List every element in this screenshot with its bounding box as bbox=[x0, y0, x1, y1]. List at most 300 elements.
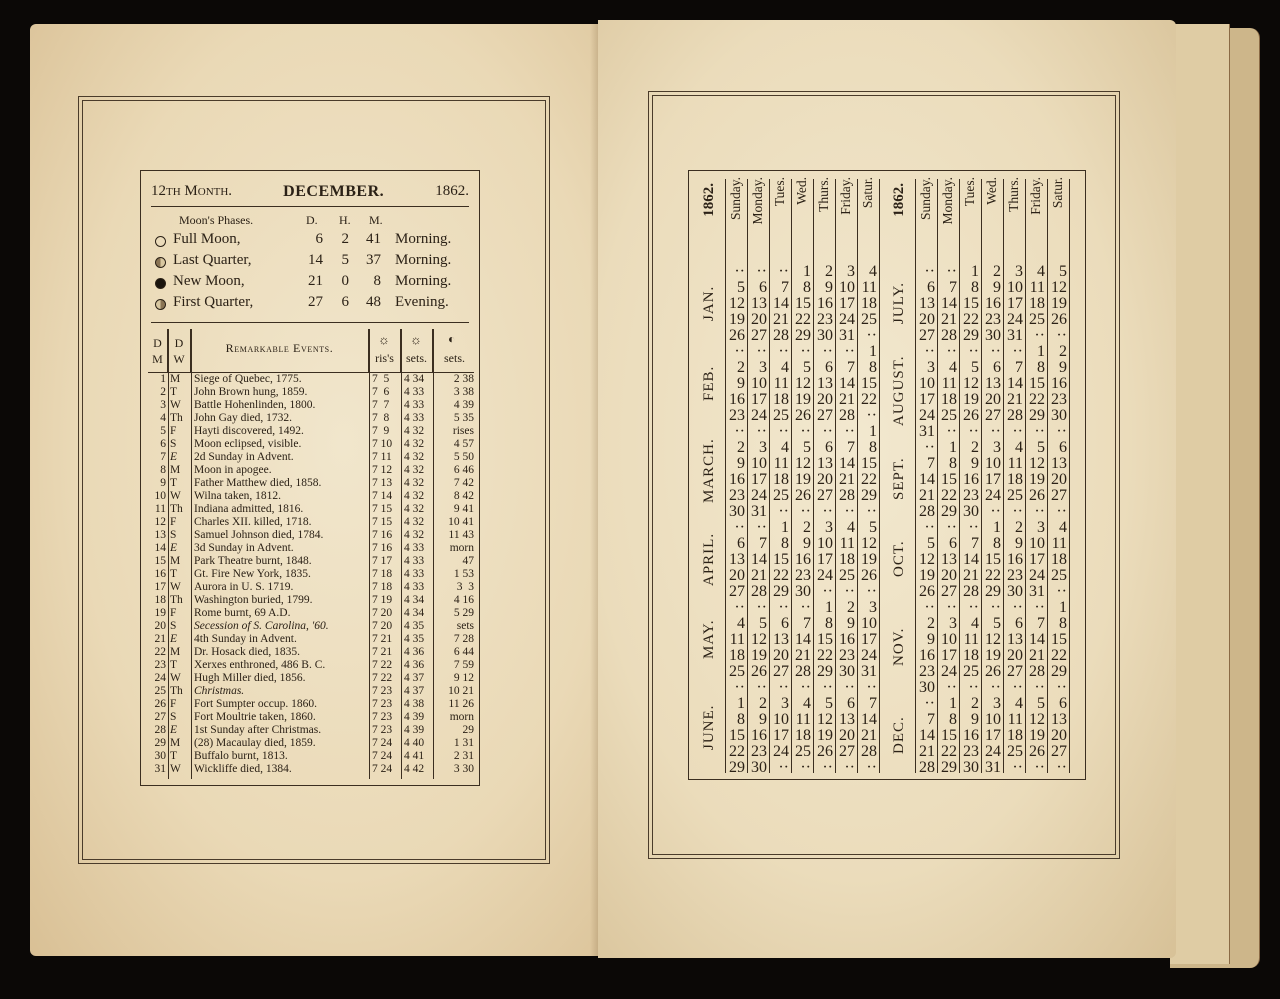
moon-icon: ◐ bbox=[448, 332, 456, 346]
calendar-day: 28 bbox=[1007, 407, 1023, 424]
day-of-week: T bbox=[170, 386, 178, 398]
calendar-day: 3 bbox=[869, 599, 877, 616]
event: Dr. Hosack died, 1835. bbox=[194, 646, 301, 658]
calendar-day: 24 bbox=[751, 487, 767, 504]
moon-set: 7 28 bbox=[453, 633, 474, 645]
table-row bbox=[148, 698, 474, 711]
calendar-day: ·· bbox=[946, 263, 957, 280]
calendar-day: 11 bbox=[773, 375, 789, 392]
calendar-day: 10 bbox=[919, 375, 935, 392]
sun-rise: 7 12 bbox=[372, 464, 393, 476]
moon-set: 5 35 bbox=[453, 412, 474, 424]
calendar-day: 31 bbox=[1007, 327, 1023, 344]
calendar-day: 8 bbox=[803, 279, 811, 296]
calendar-day: 12 bbox=[985, 631, 1001, 648]
calendar-day: ·· bbox=[778, 423, 789, 440]
sun-set: 4 34 bbox=[404, 594, 425, 606]
moon-set: morn bbox=[449, 711, 474, 723]
calendar-day: 28 bbox=[1029, 663, 1045, 680]
sun-set: 4 33 bbox=[404, 568, 425, 580]
sun-rise: 7 17 bbox=[372, 555, 393, 567]
calendar-day: 13 bbox=[1007, 631, 1023, 648]
calendar-day: 15 bbox=[773, 551, 789, 568]
calendar-day: 9 bbox=[1059, 359, 1067, 376]
calendar-day: ·· bbox=[924, 263, 935, 280]
sun-rise: 7 24 bbox=[372, 763, 393, 775]
calendar-day: 30 bbox=[1007, 583, 1023, 600]
moon-set: 8 42 bbox=[453, 490, 474, 502]
calendar-day: 21 bbox=[919, 487, 935, 504]
calendar-day: 3 bbox=[759, 439, 767, 456]
calendar-day: ·· bbox=[734, 343, 745, 360]
calendar-day: 22 bbox=[941, 743, 957, 760]
calendar-day: 21 bbox=[963, 567, 979, 584]
calendar-day: 19 bbox=[963, 391, 979, 408]
moon-set: 1 31 bbox=[453, 737, 474, 749]
calendar-day: 24 bbox=[839, 311, 855, 328]
calendar-day: 3 bbox=[781, 695, 789, 712]
phase-day: 6 bbox=[315, 231, 323, 247]
calendar-day: ·· bbox=[990, 679, 1001, 696]
calendar-day: 5 bbox=[971, 359, 979, 376]
table-row bbox=[148, 464, 474, 477]
calendar-day: ·· bbox=[1034, 423, 1045, 440]
calendar-day: 30 bbox=[795, 583, 811, 600]
calendar-day: 30 bbox=[817, 327, 833, 344]
sun-rise: 7 19 bbox=[372, 594, 393, 606]
sun-rise: 7 15 bbox=[372, 503, 393, 515]
calendar-day: 30 bbox=[751, 759, 767, 776]
sun-set: 4 33 bbox=[404, 542, 425, 554]
day-of-month: 11 bbox=[154, 503, 166, 515]
calendar-day: 19 bbox=[1051, 295, 1067, 312]
month-name: DECEMBER. bbox=[283, 182, 385, 200]
calendar-day: ·· bbox=[1056, 503, 1067, 520]
day-of-month: 6 bbox=[160, 438, 166, 450]
calendar-day: ·· bbox=[924, 519, 935, 536]
calendar-day: 29 bbox=[817, 663, 833, 680]
calendar-day: 12 bbox=[729, 295, 745, 312]
calendar-day: 4 bbox=[1059, 519, 1067, 536]
calendar-day: 14 bbox=[751, 551, 767, 568]
moon-set: 7 59 bbox=[453, 659, 474, 671]
calendar-day: ·· bbox=[1056, 583, 1067, 600]
calendar-day: 15 bbox=[729, 727, 745, 744]
moon-set: 2 31 bbox=[453, 750, 474, 762]
calendar-day: 18 bbox=[861, 295, 877, 312]
calendar-day: ·· bbox=[778, 263, 789, 280]
calendar-day: 2 bbox=[803, 519, 811, 536]
moon-phase-row bbox=[155, 273, 469, 294]
calendar-day: 12 bbox=[919, 551, 935, 568]
calendar-day: 11 bbox=[861, 279, 877, 296]
calendar-day: 3 bbox=[1015, 263, 1023, 280]
calendar-day: 24 bbox=[985, 743, 1001, 760]
calendar-day: 6 bbox=[825, 439, 833, 456]
table-row bbox=[148, 672, 474, 685]
calendar-day: 14 bbox=[839, 455, 855, 472]
day-of-week: F bbox=[170, 698, 177, 710]
day-of-week: T bbox=[170, 477, 178, 489]
calendar-day: 21 bbox=[861, 727, 877, 744]
calendar-day: 15 bbox=[963, 295, 979, 312]
calendar-day: 6 bbox=[847, 695, 855, 712]
event: Fort Sumpter occup. 1860. bbox=[194, 698, 317, 710]
table-row bbox=[148, 659, 474, 672]
day-of-week: S bbox=[170, 529, 177, 541]
calendar-day: 26 bbox=[985, 663, 1001, 680]
weekday-header: Sunday. bbox=[728, 177, 743, 220]
calendar-day: 30 bbox=[963, 759, 979, 776]
calendar-day: 8 bbox=[1059, 615, 1067, 632]
calendar-day: ·· bbox=[800, 599, 811, 616]
calendar-day: ·· bbox=[1012, 759, 1023, 776]
calendar-day: 28 bbox=[963, 583, 979, 600]
calendar-day: 30 bbox=[919, 679, 935, 696]
calendar-day: 28 bbox=[773, 327, 789, 344]
calendar-day: 15 bbox=[861, 375, 877, 392]
sun-rise: 7 24 bbox=[372, 737, 393, 749]
moon-set: 2 38 bbox=[453, 373, 474, 385]
calendar-day: 27 bbox=[729, 583, 745, 600]
sun-set: 4 37 bbox=[404, 672, 425, 684]
calendar-day: 26 bbox=[1029, 743, 1045, 760]
day-of-month: 20 bbox=[154, 620, 166, 632]
calendar-day: 6 bbox=[759, 279, 767, 296]
calendar-day: 6 bbox=[781, 615, 789, 632]
calendar-day: 12 bbox=[751, 631, 767, 648]
calendar-day: 15 bbox=[941, 471, 957, 488]
day-of-month: 24 bbox=[154, 672, 166, 684]
calendar-day: 23 bbox=[751, 743, 767, 760]
calendar-day: 2 bbox=[1059, 343, 1067, 360]
calendar-day: 9 bbox=[971, 455, 979, 472]
calendar-day: 7 bbox=[803, 615, 811, 632]
calendar-day: 30 bbox=[729, 503, 745, 520]
event: Moon eclipsed, visible. bbox=[194, 438, 302, 450]
calendar-day: 3 bbox=[825, 519, 833, 536]
calendar-day: 26 bbox=[729, 327, 745, 344]
sun-rise: 7 7 bbox=[372, 399, 390, 411]
calendar-day: ·· bbox=[800, 679, 811, 696]
calendar-day: ·· bbox=[968, 679, 979, 696]
calendar-day: 23 bbox=[817, 311, 833, 328]
event: Secession of S. Carolina, '60. bbox=[194, 620, 329, 632]
calendar-day: ·· bbox=[822, 423, 833, 440]
calendar-day: 6 bbox=[737, 535, 745, 552]
month-label: AUGUST. bbox=[891, 355, 907, 427]
sun-set: 4 39 bbox=[404, 711, 425, 723]
calendar-day: 29 bbox=[861, 487, 877, 504]
moon-set: 6 44 bbox=[453, 646, 474, 658]
day-of-week: W bbox=[170, 581, 181, 593]
last-quarter-icon bbox=[155, 257, 166, 268]
day-of-week: E bbox=[170, 542, 178, 554]
calendar-day: 17 bbox=[1029, 551, 1045, 568]
day-of-week: Th bbox=[170, 503, 183, 515]
sun-set: 4 32 bbox=[404, 425, 425, 437]
calendar-day: 7 bbox=[781, 279, 789, 296]
weekday-header: Sunday. bbox=[918, 177, 933, 220]
calendar-day: 11 bbox=[1051, 535, 1067, 552]
calendar-day: 17 bbox=[773, 727, 789, 744]
calendar-day: 24 bbox=[919, 407, 935, 424]
phase-time: Morning. bbox=[395, 273, 452, 289]
calendar-day: 7 bbox=[1015, 359, 1023, 376]
table-row bbox=[148, 451, 474, 464]
calendar-day: 18 bbox=[773, 471, 789, 488]
calendar-day: 14 bbox=[1007, 375, 1023, 392]
calendar-day: 30 bbox=[1051, 407, 1067, 424]
phase-hour: 6 bbox=[341, 294, 349, 310]
sun-rise: 7 20 bbox=[372, 607, 393, 619]
calendar-day: 16 bbox=[1051, 375, 1067, 392]
event: Siege of Quebec, 1775. bbox=[194, 373, 302, 385]
calendar-day: 22 bbox=[941, 487, 957, 504]
day-of-week: W bbox=[170, 672, 181, 684]
calendar-day: 27 bbox=[1007, 663, 1023, 680]
weekday-header: Wed. bbox=[984, 177, 999, 205]
sun-rise: 7 9 bbox=[372, 425, 390, 437]
calendar-day: 6 bbox=[993, 359, 1001, 376]
calendar-day: 12 bbox=[1051, 279, 1067, 296]
sun-rise: 7 24 bbox=[372, 750, 393, 762]
sun-set: 4 35 bbox=[404, 620, 425, 632]
calendar-day: 7 bbox=[869, 695, 877, 712]
month-label: MAY. bbox=[701, 619, 717, 659]
calendar-day: 1 bbox=[869, 343, 877, 360]
sun-icon: ☼ bbox=[378, 332, 390, 347]
calendar-day: 13 bbox=[1051, 455, 1067, 472]
calendar-day: 1 bbox=[1059, 599, 1067, 616]
moon-set: 6 46 bbox=[453, 464, 474, 476]
calendar-day: 22 bbox=[1029, 391, 1045, 408]
table-row bbox=[148, 503, 474, 516]
day-of-week: T bbox=[170, 568, 178, 580]
sun-rise: 7 18 bbox=[372, 581, 393, 593]
calendar-day: 25 bbox=[941, 407, 957, 424]
phase-name: New Moon, bbox=[173, 273, 245, 289]
day-of-month: 21 bbox=[154, 633, 166, 645]
calendar-day: ·· bbox=[844, 679, 855, 696]
calendar-day: ·· bbox=[946, 343, 957, 360]
calendar-day: 2 bbox=[971, 439, 979, 456]
month-label: DEC. bbox=[891, 716, 907, 754]
calendar-day: 14 bbox=[795, 631, 811, 648]
full-moon-icon bbox=[155, 236, 166, 247]
calendar-day: ·· bbox=[1012, 599, 1023, 616]
calendar-day: 13 bbox=[941, 551, 957, 568]
moon-phase-row bbox=[155, 252, 469, 273]
month-label: OCT. bbox=[891, 540, 907, 578]
sun-set: 4 32 bbox=[404, 451, 425, 463]
table-row bbox=[148, 477, 474, 490]
calendar-day: 2 bbox=[825, 263, 833, 280]
table-row bbox=[148, 425, 474, 438]
col-dm: D M bbox=[148, 329, 168, 373]
calendar-day: 22 bbox=[729, 743, 745, 760]
calendar-day: 23 bbox=[795, 567, 811, 584]
event: Moon in apogee. bbox=[194, 464, 272, 476]
calendar-day: ·· bbox=[990, 423, 1001, 440]
calendar-day: 24 bbox=[941, 663, 957, 680]
calendar-day: ·· bbox=[924, 599, 935, 616]
calendar-day: 17 bbox=[1007, 295, 1023, 312]
moon-set: 11 26 bbox=[448, 698, 474, 710]
column-headers bbox=[148, 329, 474, 373]
calendar-day: 21 bbox=[941, 311, 957, 328]
calendar-day: ·· bbox=[990, 503, 1001, 520]
day-of-week: F bbox=[170, 425, 177, 437]
calendar-day: 24 bbox=[861, 647, 877, 664]
sun-set: 4 36 bbox=[404, 659, 425, 671]
calendar-day: 24 bbox=[751, 407, 767, 424]
calendar-day: ·· bbox=[734, 263, 745, 280]
calendar-day: 22 bbox=[1051, 647, 1067, 664]
calendar-day: 3 bbox=[927, 359, 935, 376]
calendar-day: 25 bbox=[839, 567, 855, 584]
calendar-day: ·· bbox=[924, 439, 935, 456]
calendar-day: 16 bbox=[963, 727, 979, 744]
calendar-day: 20 bbox=[1007, 647, 1023, 664]
table-row bbox=[148, 685, 474, 698]
calendar-day: 27 bbox=[817, 407, 833, 424]
table-row bbox=[148, 555, 474, 568]
table-row bbox=[148, 438, 474, 451]
calendar-day: ·· bbox=[946, 599, 957, 616]
calendar-day: 15 bbox=[985, 551, 1001, 568]
day-of-week: F bbox=[170, 607, 177, 619]
calendar-day: 5 bbox=[825, 695, 833, 712]
calendar-day: 22 bbox=[861, 391, 877, 408]
calendar-day: 29 bbox=[941, 759, 957, 776]
calendar-day: 15 bbox=[1051, 631, 1067, 648]
day-of-month: 2 bbox=[160, 386, 166, 398]
month-label: JULY. bbox=[891, 282, 907, 324]
calendar-day: 9 bbox=[737, 375, 745, 392]
calendar-day: 5 bbox=[993, 615, 1001, 632]
moon-set: sets bbox=[456, 620, 474, 632]
calendar-day: 1 bbox=[869, 423, 877, 440]
weekday-header: Satur. bbox=[860, 177, 875, 209]
sun-rise: 7 8 bbox=[372, 412, 390, 424]
calendar-day: 17 bbox=[861, 631, 877, 648]
calendar-day: 10 bbox=[773, 711, 789, 728]
table-row bbox=[148, 568, 474, 581]
sun-set-label: sets. bbox=[406, 351, 427, 365]
calendar-day: 10 bbox=[839, 279, 855, 296]
calendar-day: 31 bbox=[839, 327, 855, 344]
moon-phase-row bbox=[155, 294, 469, 315]
calendar-day: 26 bbox=[1051, 311, 1067, 328]
calendar-day: 19 bbox=[985, 647, 1001, 664]
col-events: Remarkable Events. bbox=[191, 329, 369, 373]
calendar-day: 29 bbox=[729, 759, 745, 776]
calendar-day: 23 bbox=[1007, 567, 1023, 584]
calendar-day: ·· bbox=[822, 583, 833, 600]
calendar-day: 14 bbox=[963, 551, 979, 568]
moon-set: 4 16 bbox=[453, 594, 474, 606]
moon-set: 1 53 bbox=[453, 568, 474, 580]
table-row bbox=[148, 412, 474, 425]
day-of-month: 4 bbox=[160, 412, 166, 424]
calendar-day: ·· bbox=[968, 519, 979, 536]
calendar-day: 23 bbox=[963, 743, 979, 760]
calendar-day: 19 bbox=[861, 551, 877, 568]
table-row bbox=[148, 581, 474, 594]
calendar-day: 8 bbox=[971, 279, 979, 296]
right-page bbox=[598, 20, 1176, 958]
calendar-day: ·· bbox=[866, 759, 877, 776]
calendar-day: 2 bbox=[927, 615, 935, 632]
calendar-day: 1 bbox=[1037, 343, 1045, 360]
table-row bbox=[148, 620, 474, 633]
calendar-day: 29 bbox=[941, 503, 957, 520]
calendar-day: ·· bbox=[1034, 503, 1045, 520]
event: Battle Hohenlinden, 1800. bbox=[194, 399, 316, 411]
calendar-day: 25 bbox=[1007, 487, 1023, 504]
calendar-day: 5 bbox=[803, 359, 811, 376]
calendar-day: 20 bbox=[1051, 727, 1067, 744]
calendar-day: 13 bbox=[773, 631, 789, 648]
calendar-day: 19 bbox=[795, 471, 811, 488]
sun-set: 4 33 bbox=[404, 386, 425, 398]
event: Christmas. bbox=[194, 685, 245, 697]
event: 4th Sunday in Advent. bbox=[194, 633, 297, 645]
moon-set: morn bbox=[449, 542, 474, 554]
day-of-week: S bbox=[170, 620, 177, 632]
calendar-day: 11 bbox=[773, 455, 789, 472]
day-of-month: 7 bbox=[160, 451, 166, 463]
moon-set: 9 12 bbox=[453, 672, 474, 684]
day-of-month: 14 bbox=[154, 542, 166, 554]
moon-set: 11 43 bbox=[448, 529, 474, 541]
day-of-month: 31 bbox=[154, 763, 166, 775]
day-of-month: 19 bbox=[154, 607, 166, 619]
day-of-week: W bbox=[170, 399, 181, 411]
calendar-day: 25 bbox=[795, 743, 811, 760]
calendar-day: ·· bbox=[734, 679, 745, 696]
calendar-day: ·· bbox=[778, 503, 789, 520]
first-quarter-icon bbox=[155, 299, 166, 310]
weekday-header: Friday. bbox=[838, 177, 853, 215]
calendar-day: 8 bbox=[993, 535, 1001, 552]
calendar-day: 17 bbox=[839, 295, 855, 312]
calendar-day: ·· bbox=[800, 759, 811, 776]
calendar-day: 1 bbox=[993, 519, 1001, 536]
event: (28) Macaulay died, 1859. bbox=[194, 737, 316, 749]
sun-rise: 7 5 bbox=[372, 373, 390, 385]
calendar-day: ·· bbox=[968, 343, 979, 360]
calendar-day: ·· bbox=[1034, 679, 1045, 696]
calendar-day: 23 bbox=[729, 407, 745, 424]
sun-set: 4 33 bbox=[404, 412, 425, 424]
calendar-day: ·· bbox=[778, 759, 789, 776]
calendar-day: 18 bbox=[1007, 471, 1023, 488]
day-of-week: Th bbox=[170, 594, 183, 606]
sun-rise-label: ris's bbox=[375, 351, 394, 365]
calendar-day: 13 bbox=[985, 375, 1001, 392]
phases-m-header: M. bbox=[369, 213, 383, 227]
calendar-day: 14 bbox=[919, 471, 935, 488]
calendar-day: 26 bbox=[817, 743, 833, 760]
sun-rise: 7 14 bbox=[372, 490, 393, 502]
sun-set: 4 42 bbox=[404, 763, 425, 775]
phase-hour: 0 bbox=[341, 273, 349, 289]
calendar-day: 18 bbox=[963, 647, 979, 664]
calendar-day: ·· bbox=[1056, 423, 1067, 440]
calendar-day: 29 bbox=[963, 327, 979, 344]
